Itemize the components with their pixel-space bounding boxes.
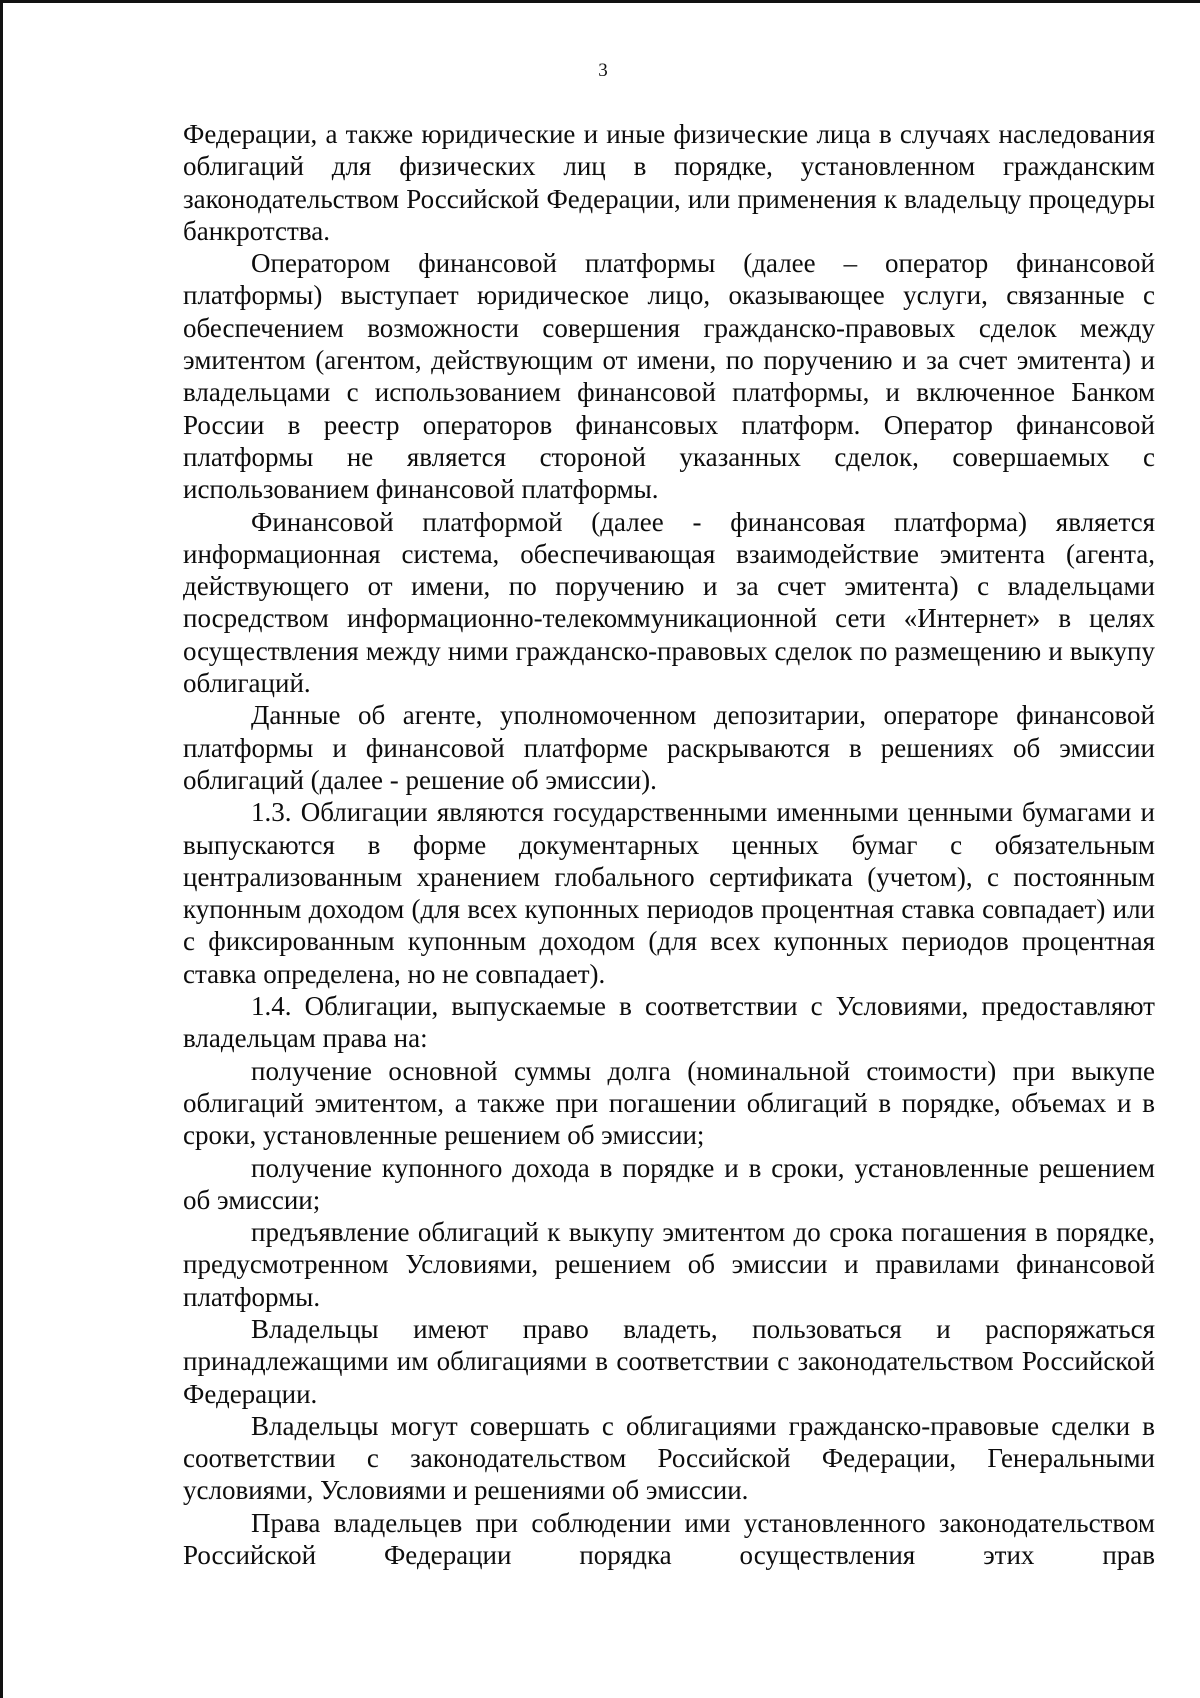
paragraph: Федерации, а также юридические и иные физические лица в случаях наследования облигаций для физических лиц в порядке, установленном гражданским законодательством Российской Федерации, или применения к владельцу процедуры банкротства. [183, 119, 1155, 246]
list-item-right: предъявление облигаций к выкупу эмитентом до срока погашения в порядке, предусмотренном Условиями, решением об эмиссии и правилами финансовой платформы. [183, 1217, 1155, 1312]
paragraph: Владельцы имеют право владеть, пользоваться и распоряжаться принадлежащими им облигациями в соответствии с законодательством Российской Федерации. [183, 1313, 1155, 1409]
paragraph: Владельцы могут совершать с облигациями гражданско-правовые сделки в соответствии с законодательством Российской Федерации, Генеральными условиями, Условиями и решениями об эмиссии. [183, 1410, 1155, 1506]
paragraph-section-1-3: 1.3. Облигации являются государственными именными ценными бумагами и выпускаются в форме документарных ценных бумаг с обязательным централизованным хранением глобального сертификата (учетом), с постоянным купонным доходом (для всех купонных периодов процентная ставка совпадает) или с фиксированным купонным доходом (для всех купонных периодов процентная ставка определена, но не совпадает). [183, 797, 1155, 989]
list-item-right: получение купонного дохода в порядке и в сроки, установленные решением об эмиссии; [183, 1152, 1155, 1215]
page-number: 3 [598, 60, 608, 81]
paragraph: Данные об агенте, уполномоченном депозитарии, операторе финансовой платформы и финансовой платформе раскрываются в решениях об эмиссии облигаций (далее - решение об эмиссии). [183, 700, 1155, 795]
paragraph: Финансовой платформой (далее - финансовая платформа) является информационная система, обеспечивающая взаимодействие эмитента (агента, действующего от имени, по поручению и за счет эмитента) с владельцами посредством информационно-телекоммуникационной сети «Интернет» в целях осуществления между ними гражданско-правовых сделок по размещению и выкупу облигаций. [183, 506, 1155, 699]
list-item-right: получение основной суммы долга (номинальной стоимости) при выкупе облигаций эмитентом, а также при погашении облигаций в порядке, объемах и в сроки, установленные решением об эмиссии; [183, 1055, 1155, 1151]
paragraph-continued: Права владельцев при соблюдении ими установленного законодательством Российской Федерации порядка осуществления этих прав [183, 1507, 1155, 1571]
paragraph-section-1-4: 1.4. Облигации, выпускаемые в соответствии с Условиями, предоставляют владельцам права на: [183, 991, 1155, 1054]
document-body [183, 118, 1155, 1571]
paragraph: Оператором финансовой платформы (далее – оператор финансовой платформы) выступает юридическое лицо, оказывающее услуги, связанные с обеспечением возможности совершения гражданско-правовых сделок между эмитентом (агентом, действующим от имени, по поручению и за счет эмитента) и владельцами с использованием финансовой платформы, и включенное Банком России в реестр операторов финансовых платформ. Оператор финансовой платформы не является стороной указанных сделок, совершаемых с использованием финансовой платформы. [183, 248, 1155, 505]
